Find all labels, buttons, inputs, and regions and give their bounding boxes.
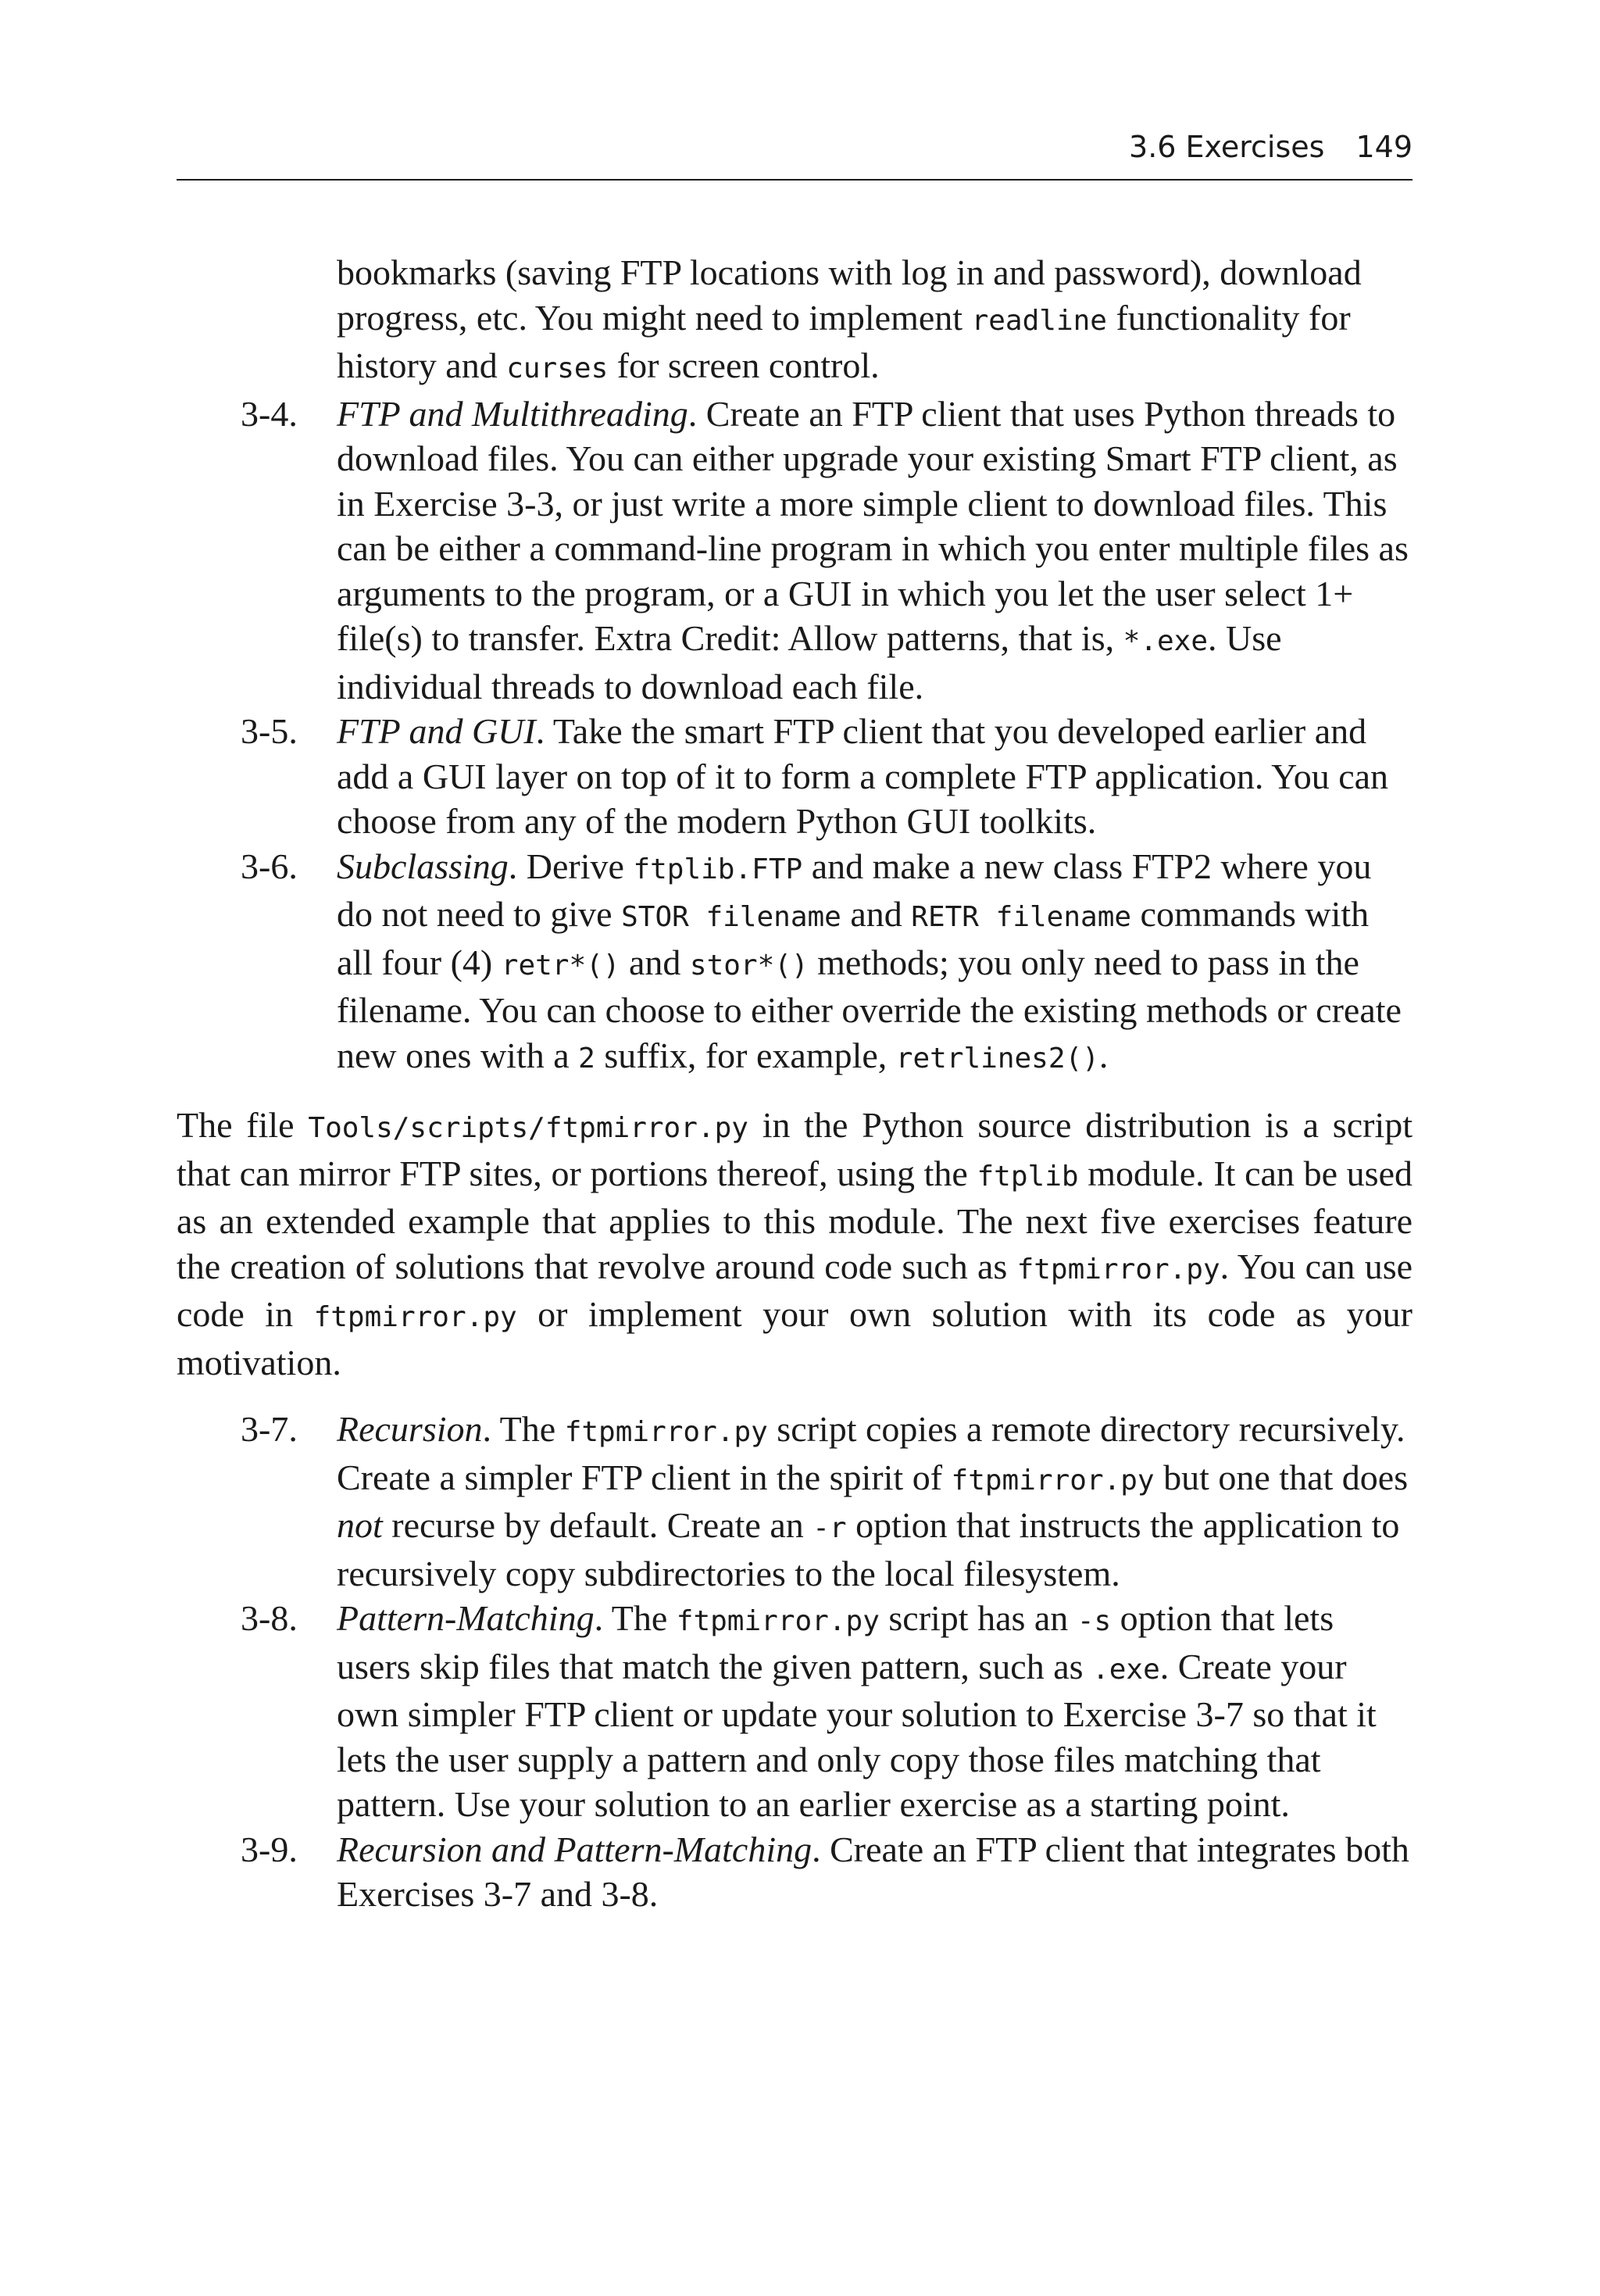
page-number: 149 bbox=[1355, 130, 1412, 164]
page-body bbox=[177, 250, 1412, 1917]
exercise-title: Pattern-Matching bbox=[337, 1598, 595, 1638]
running-head bbox=[177, 123, 1412, 170]
section-title: 3.6 Exercises bbox=[1129, 130, 1325, 164]
exercise-title: Subclassing bbox=[337, 846, 509, 886]
exercise-number: 3-5. bbox=[241, 711, 298, 751]
exercise-3-9: 3-9. Recursion and Pattern-Matching. Create an FTP client that integrates both Exercises 3-7 and 3-8. bbox=[177, 1827, 1412, 1917]
exercise-number: 3-4. bbox=[241, 393, 298, 434]
header-rule bbox=[177, 179, 1412, 181]
exercise-number: 3-9. bbox=[241, 1829, 298, 1869]
exercise-number: 3-6. bbox=[241, 846, 298, 886]
exercise-title: FTP and Multithreading bbox=[337, 393, 688, 434]
exercise-3-6: 3-6. Subclassing. Derive ftplib.FTP and make a new class FTP2 where you do not need to give STOR filename and RETR filename commands with all four (4) retr*() and stor*() methods; you only need to pass in the filename. You can choose to either override the existing methods or create new ones with a 2 suffix, for example, retrlines2(). bbox=[177, 844, 1412, 1082]
exercise-3-5: 3-5. FTP and GUI. Take the smart FTP client that you developed earlier and add a GUI layer on top of it to form a complete FTP application. You can choose from any of the modern Python GUI toolkits. bbox=[177, 709, 1412, 844]
exercise-number: 3-8. bbox=[241, 1598, 298, 1638]
exercise-title: FTP and GUI bbox=[337, 711, 536, 751]
intro-paragraph: The file Tools/scripts/ftpmirror.py in the Python source distribution is a script that can mirror FTP sites, or portions thereof, using the ftplib module. It can be used as an extended example that applies to this module. The next five exercises feature the creation of solutions that revolve around code such as ftpmirror.py. You can use code in ftpmirror.py or implement your own solution with its code as your motivation. bbox=[177, 1105, 1413, 1382]
exercise-number: 3-7. bbox=[241, 1409, 298, 1449]
exercise-3-7: 3-7. Recursion. The ftpmirror.py script copies a remote directory recursively. Create a simpler FTP client in the spirit of ftpmirror.py but one that does not recurse by default. Create an -r option that instructs the application to recursively copy subdirectories to the local filesystem. bbox=[177, 1407, 1412, 1596]
exercise-title: Recursion bbox=[337, 1409, 483, 1449]
exercise-title: Recursion and Pattern-Matching bbox=[337, 1829, 812, 1869]
exercise-3-8: 3-8. Pattern-Matching. The ftpmirror.py script has an -s option that lets users skip files that match the given pattern, such as .exe. Create your own simpler FTP client or update your solution to Exercise 3-7 so that it lets the user supply a pattern and only copy those files matching that pattern. Use your solution to an earlier exercise as a starting point. bbox=[177, 1596, 1412, 1827]
exercise-3-3-continuation: bookmarks (saving FTP locations with log in and password), download progress, etc. You might need to implement readline functionality for history and curses for screen control. bbox=[337, 252, 1362, 385]
exercise-3-4: 3-4. FTP and Multithreading. Create an FTP client that uses Python threads to download files. You can either upgrade your existing Smart FTP client, as in Exercise 3-3, or just write a more simple client to download files. This can be either a command-line program in which you enter multiple files as arguments to the program, or a GUI in which you let the user select 1+ file(s) to transfer. Extra Credit: Allow patterns, that is, *.exe. Use individual threads to download each file. bbox=[177, 392, 1412, 710]
